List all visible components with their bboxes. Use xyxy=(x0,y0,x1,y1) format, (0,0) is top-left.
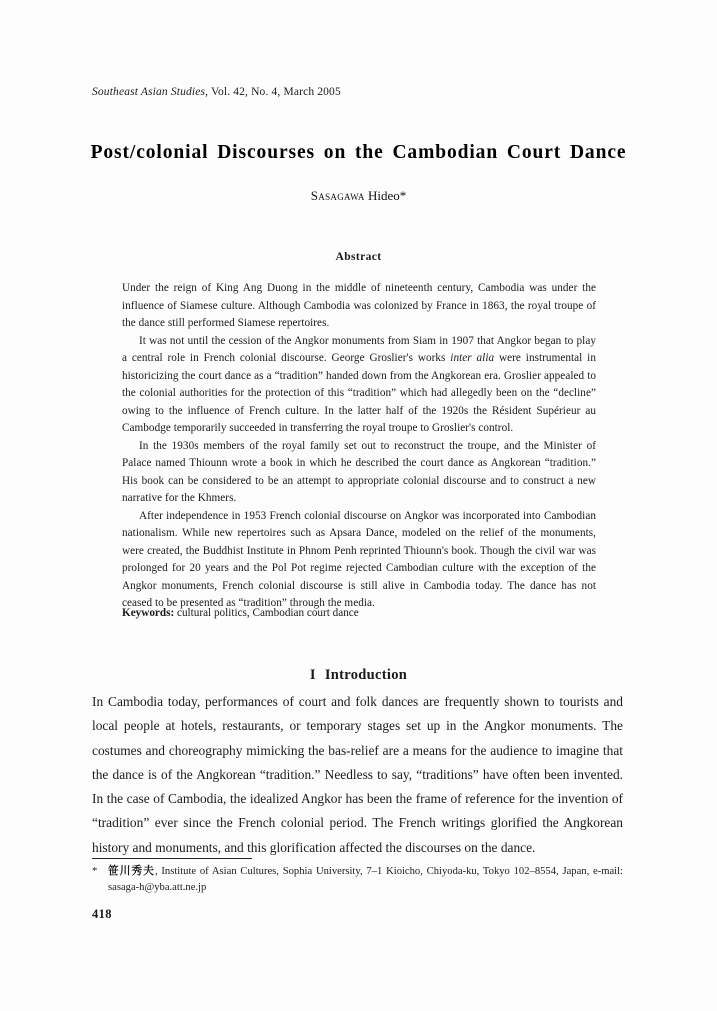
page-title: Post/colonial Discourses on the Cambodian Court Dance xyxy=(90,142,627,164)
abstract-paragraph: Under the reign of King Ang Duong in the middle of nineteenth century, Cambodia was under the influence of Siamese culture. Although Cambodia was colonized by France in 1863, the royal troupe of the dance still performed Siamese repertoires. xyxy=(122,282,596,329)
author-surname: Sasagawa xyxy=(310,188,365,203)
footnote-separator-rule xyxy=(92,858,252,859)
abstract-body xyxy=(122,280,596,613)
keywords-value: cultural politics, Cambodian court dance xyxy=(174,607,359,619)
author-given-name: Hideo* xyxy=(364,188,407,203)
abstract-paragraph xyxy=(122,333,596,438)
section-numeral: I xyxy=(309,667,316,684)
author-footnote xyxy=(92,864,623,895)
footnote-marker: * xyxy=(92,866,98,877)
section-title: Introduction xyxy=(324,667,408,684)
keywords-line xyxy=(122,605,596,622)
body-paragraph: In Cambodia today, performances of court and folk dances are frequently shown to tourists and local people at hotels, restaurants, or temporary stages set up in the Angkor monuments. The costumes and choreography mimicking the bas-relief are a means for the audience to imagine that the dance is of the Angkorean “tradition.” Needless to say, “traditions” have often been invented. In the case of Cambodia, the idealized Angkor has been the frame of reference for the invention of “tradition” ever since the French colonial period. The French writings glorified the Angkorean history and monuments, and this glorification affected the discourses on the dance. xyxy=(92,694,623,855)
page-number: 418 xyxy=(92,907,112,921)
abstract-text-segment: were instrumental in historicizing the court dance as a “tradition” handed down from the Angkorean era. Groslier appealed to the colonial authorities for the protection of this “tradition” which had allegedly been on the “decline” owing to the influence of French culture. In the latter half of the 1920s the Résident Supérieur au Cambodge temporarily succeeded in transferring the royal troupe to Groslier's control. xyxy=(122,352,596,434)
abstract-italic-term: inter alia xyxy=(450,352,495,364)
section-heading-introduction xyxy=(0,667,717,684)
body-text xyxy=(92,690,623,860)
journal-name: Southeast Asian Studies xyxy=(92,86,206,98)
footnote-content xyxy=(92,864,623,895)
journal-citation-line xyxy=(92,86,341,98)
journal-issue: , Vol. 42, No. 4, March 2005 xyxy=(205,86,341,98)
abstract-text-segment: It was not until the cession of the Angkor monuments from Siam in 1907 that Angkor began to play a central role in French colonial discourse. George Groslier's works xyxy=(122,334,596,364)
abstract-paragraph: After independence in 1953 French colonial discourse on Angkor was incorporated into Cambodian nationalism. While new repertoires such as Apsara Dance, modeled on the relief of the monuments, were created, the Buddhist Institute in Phnom Penh reprinted Thiounn's book. Though the civil war was prolonged for 20 years and the Pol Pot regime rejected Cambodian culture with the exception of the Angkor monuments, French colonial discourse is still alive in Cambodia today. The dance has not ceased to be presented as “tradition” through the media. xyxy=(122,509,596,609)
author-japanese-name: 笹川秀夫 xyxy=(108,865,155,877)
abstract-paragraph: In the 1930s members of the royal family set out to reconstruct the troupe, and the Minister of Palace named Thiounn wrote a book in which he described the court dance as Angkorean “tradition.” His book can be considered to be an attempt to appropriate colonial discourse and to construct a new narrative for the Khmers. xyxy=(122,439,596,504)
keywords-label: Keywords: xyxy=(122,607,175,619)
abstract-heading: Abstract xyxy=(335,251,382,263)
author-affiliation: , Institute of Asian Cultures, Sophia University, 7–1 Kioicho, Chiyoda-ku, Tokyo 102–8554, Japan, e-mail: sasaga-h@yba.att.ne.jp xyxy=(108,866,623,893)
author-byline xyxy=(0,188,717,204)
